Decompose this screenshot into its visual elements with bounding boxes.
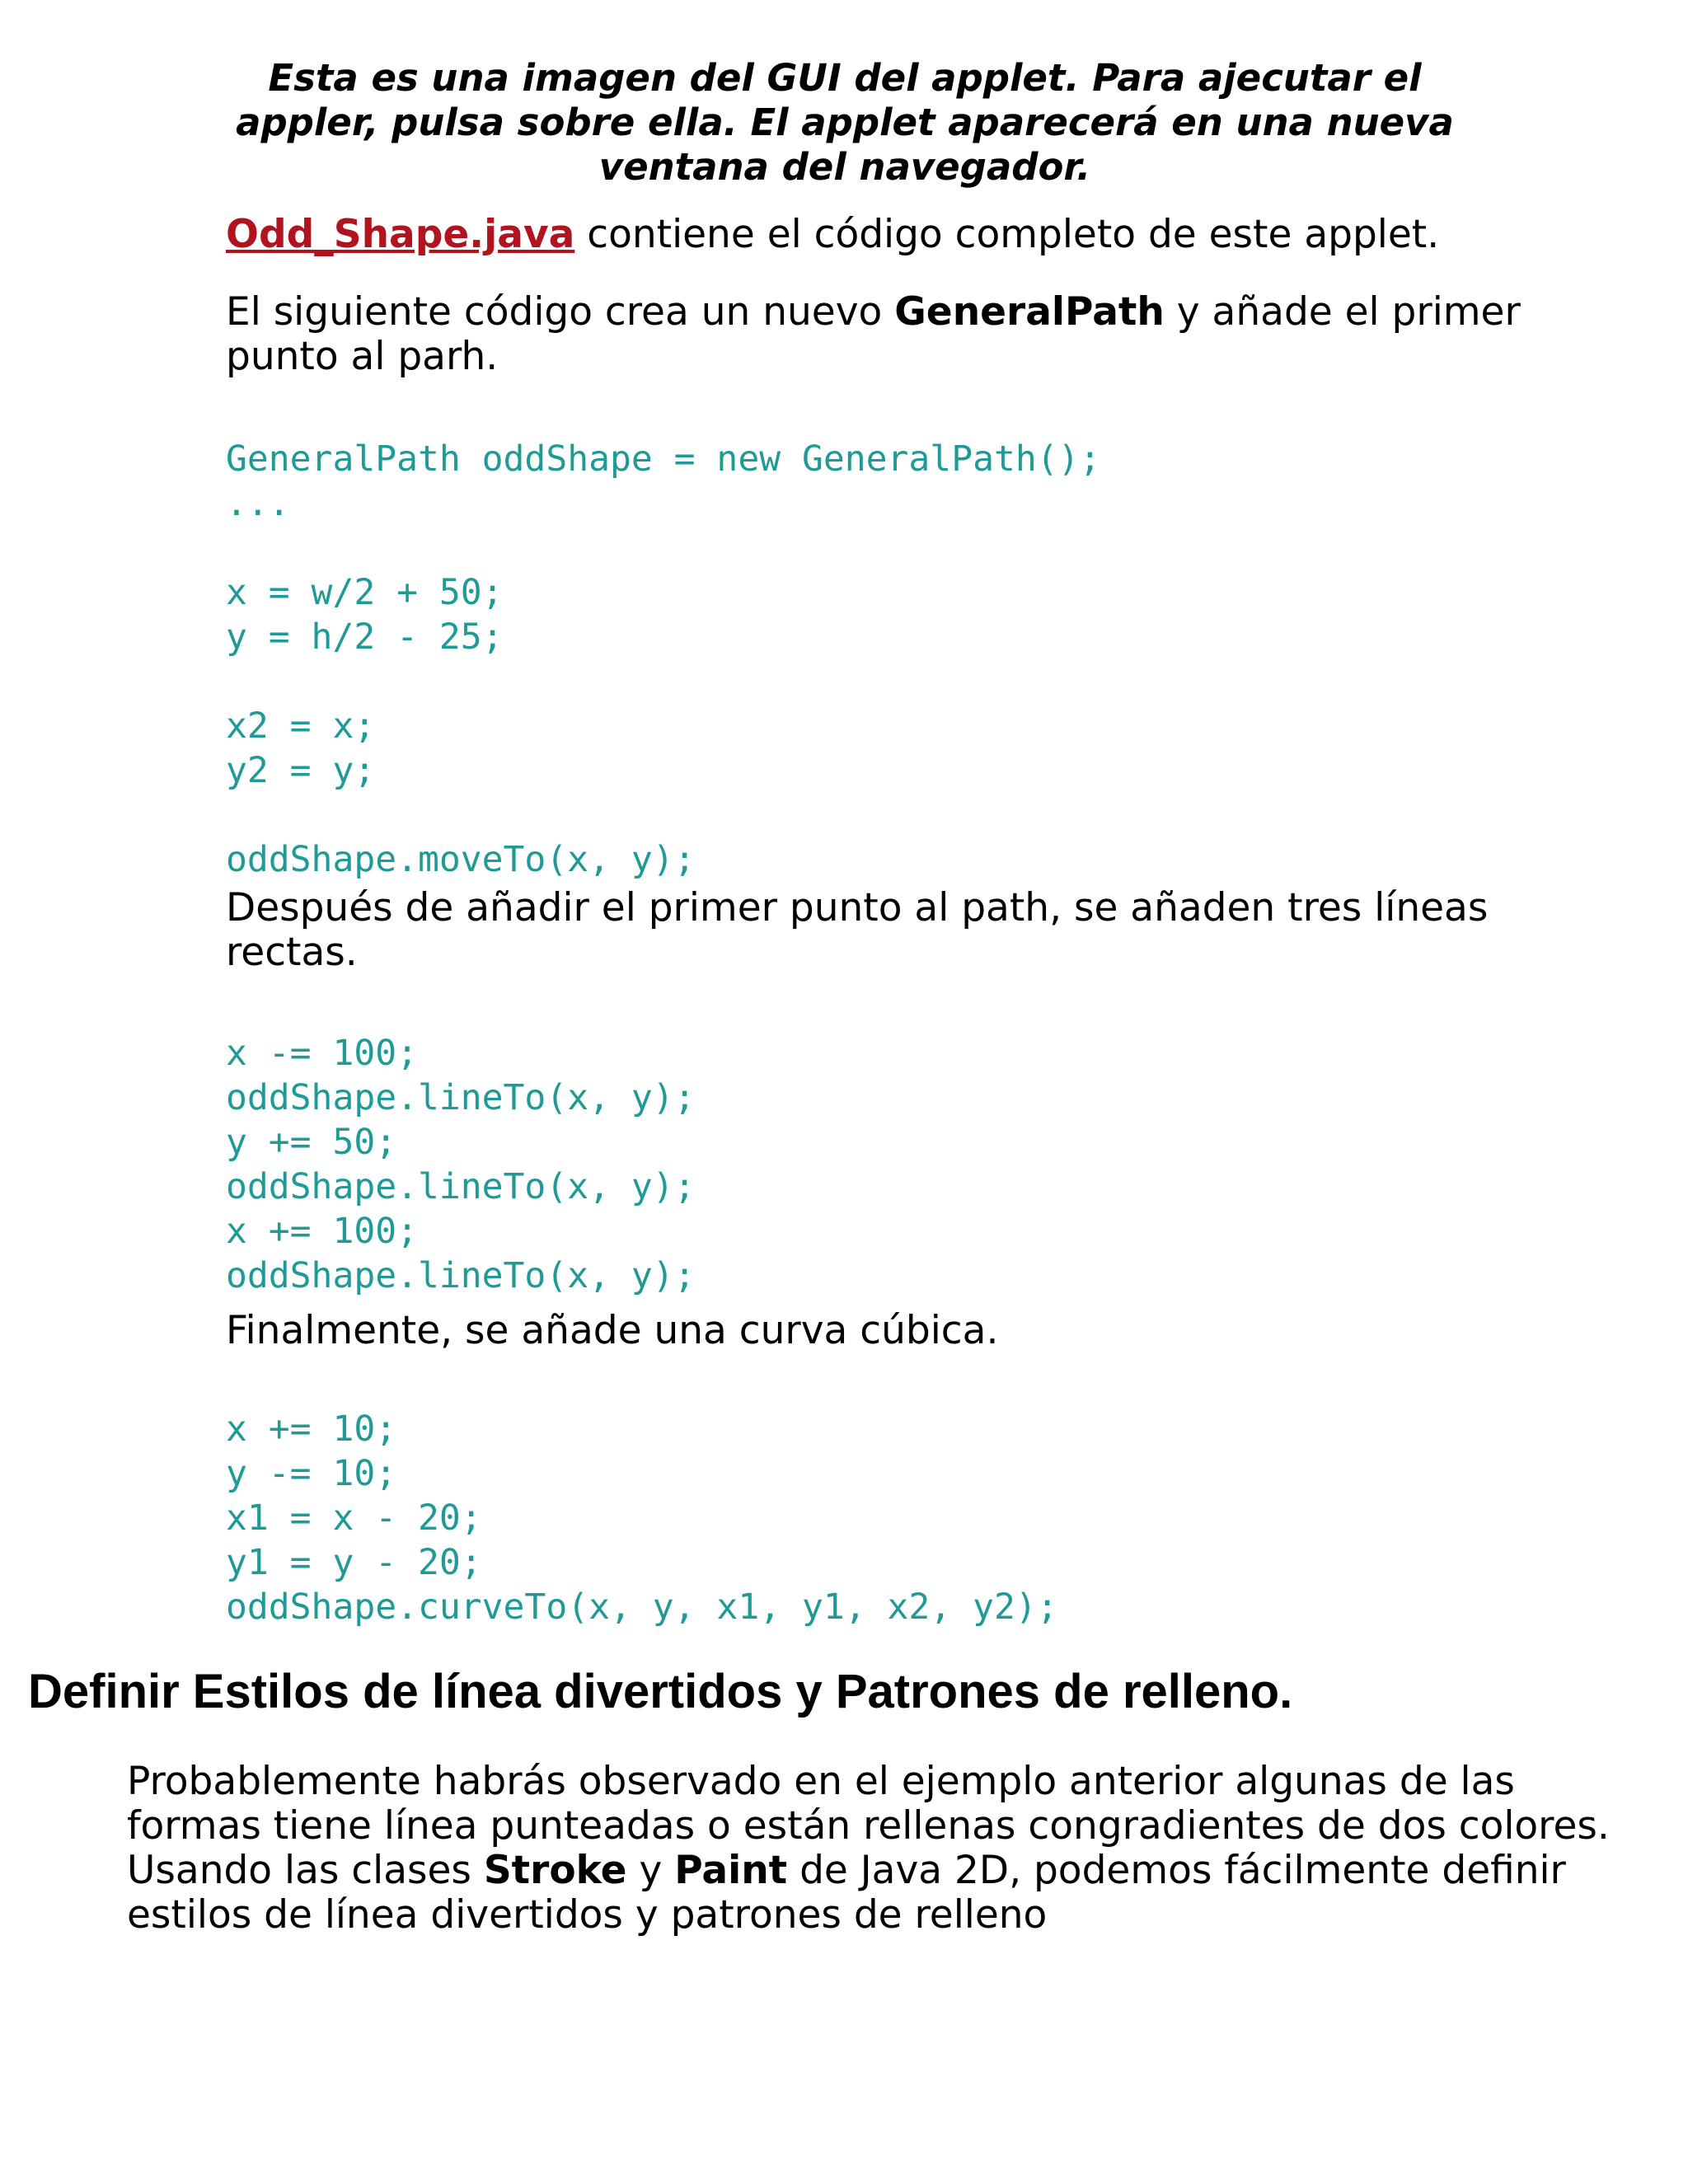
code-line: y -= 10; <box>226 1453 397 1494</box>
code-line: oddShape.lineTo(x, y); <box>226 1255 696 1296</box>
code-line: oddShape.moveTo(x, y); <box>226 839 696 880</box>
code-line: x += 10; <box>226 1408 397 1450</box>
code-line: x = w/2 + 50; <box>226 572 504 613</box>
code-line: x += 100; <box>226 1211 418 1252</box>
curve-paragraph: Finalmente, se añade una curva cúbica. <box>226 1308 999 1353</box>
source-file-link[interactable]: Odd_Shape.java <box>226 212 575 257</box>
intro-text-before: El siguiente código crea un nuevo <box>226 289 895 335</box>
code-line: y = h/2 - 25; <box>226 616 504 658</box>
intro-paragraph <box>226 290 1528 379</box>
code-line: y1 = y - 20; <box>226 1542 482 1583</box>
section-paragraph <box>127 1760 1611 1938</box>
lines-paragraph: Después de añadir el primer punto al path, se añaden tres líneas rectas. <box>226 885 1489 975</box>
intro-text-after: y añade el primer punto al parh. <box>226 289 1521 379</box>
section-text-2: y <box>626 1848 675 1893</box>
code-line: x -= 100; <box>226 1033 418 1074</box>
code-block-curve <box>226 1407 1058 1629</box>
section-text-3: de Java 2D, podemos fácilmente definir estilos de línea divertidos y patrones de relleno <box>127 1848 1566 1938</box>
section-text-1: Probablemente habrás observado en el ejemplo anterior algunas de las formas tiene línea punteadas o están rellenas congradientes de dos colores. Usando las clases <box>127 1759 1610 1893</box>
code-line: x1 = x - 20; <box>226 1497 482 1539</box>
source-paragraph-text: contiene el código completo de este applet. <box>574 212 1440 257</box>
code-line <box>226 659 1100 704</box>
section-heading: Definir Estilos de línea divertidos y Patrones de relleno. <box>28 1665 1293 1718</box>
code-line: oddShape.lineTo(x, y); <box>226 1077 696 1118</box>
code-line: x2 = x; <box>226 705 376 747</box>
applet-image-caption: Esta es una imagen del GUI del applet. Para ajecutar el appler, pulsa sobre ella. El applet aparecerá en una nueva ventana del navegador. <box>236 56 1454 189</box>
code-line: GeneralPath oddShape = new GeneralPath(); <box>226 438 1101 480</box>
code-line: y2 = y; <box>226 750 376 791</box>
section-bold-paint: Paint <box>674 1848 788 1893</box>
source-paragraph <box>226 213 1528 257</box>
code-line <box>226 793 1100 837</box>
code-block-lines <box>226 1031 696 1298</box>
intro-bold-generalpath: GeneralPath <box>894 289 1165 335</box>
code-line: y += 50; <box>226 1122 397 1163</box>
code-line <box>226 526 1100 570</box>
code-line: oddShape.curveTo(x, y, x1, y1, x2, y2); <box>226 1586 1058 1628</box>
code-block-create-path <box>226 437 1100 882</box>
code-line: ... <box>226 483 290 524</box>
section-bold-stroke: Stroke <box>483 1848 627 1893</box>
code-line: oddShape.lineTo(x, y); <box>226 1166 696 1207</box>
